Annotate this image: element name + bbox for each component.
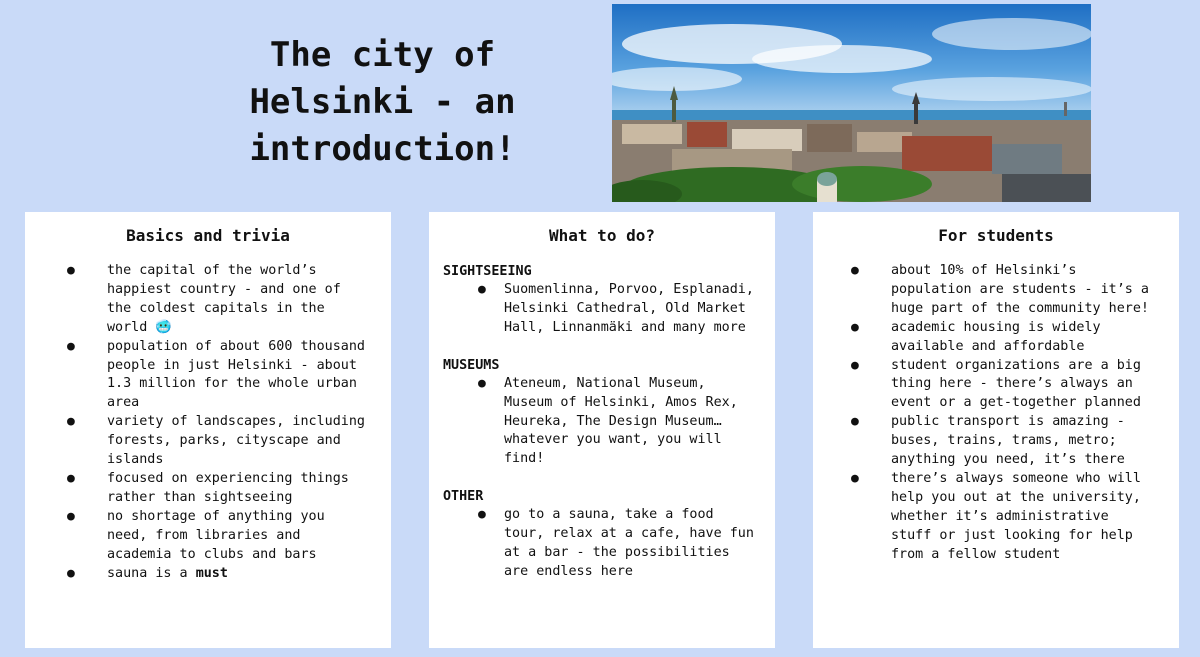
card-for-students xyxy=(813,212,1179,648)
bullet-icon: ● xyxy=(851,263,859,278)
section-sightseeing xyxy=(443,262,775,338)
card-heading: What to do? xyxy=(549,226,655,245)
page-title: The city of Helsinki - an introduction! xyxy=(249,35,516,169)
list-item: ● student organizations are a big thing here - there’s always an event or a get-together planned xyxy=(851,357,1141,411)
bullet-icon: ● xyxy=(67,508,75,524)
bullet-icon: ● xyxy=(851,470,859,486)
card-basics-and-trivia xyxy=(25,212,391,648)
list-item: ● no shortage of anything you need, from libraries and academia to clubs and bars xyxy=(67,508,325,562)
card-heading: Basics and trivia xyxy=(126,226,290,245)
bullet-icon: ● xyxy=(67,470,75,486)
section-museums xyxy=(443,356,775,470)
helsinki-skyline-photo xyxy=(612,4,1091,202)
list-item: ● Ateneum, National Museum, Museum of Helsinki, Amos Rex, Heureka, The Design Museum… whatever you want, you will find! xyxy=(478,375,738,467)
list-item: ● variety of landscapes, including forests, parks, cityscape and islands xyxy=(67,414,365,468)
bullet-icon: ● xyxy=(851,357,859,373)
bullet-list xyxy=(813,262,1179,565)
list-item: ● about 10% of Helsinki’s population are students - it’s a huge part of the community here! xyxy=(851,263,1149,316)
bullet-list xyxy=(25,262,391,583)
bullet-icon: ● xyxy=(67,565,75,581)
list-item: ● go to a sauna, take a food tour, relax at a cafe, have fun at a bar - the possibilities are endless here xyxy=(478,507,754,579)
bullet-list xyxy=(443,281,775,338)
section-label: MUSEUMS xyxy=(443,357,500,373)
section-label: SIGHTSEEING xyxy=(443,264,532,279)
card-heading: For students xyxy=(938,226,1054,245)
bullet-list xyxy=(443,506,775,582)
bullet-icon: ● xyxy=(67,263,75,278)
bullet-icon: ● xyxy=(851,414,859,430)
bullet-icon: ● xyxy=(478,375,486,391)
bullet-icon: ● xyxy=(478,507,486,523)
card-what-to-do xyxy=(429,212,775,648)
list-item: ● population of about 600 thousand people in just Helsinki - about 1.3 million for the whole urban area xyxy=(67,338,365,411)
list-item: ● public transport is amazing - buses, trains, trams, metro; anything you need, it’s there xyxy=(851,414,1125,468)
list-item: ● there’s always someone who will help you out at the university, whether it’s administrative stuff or just looking for help from a fellow student xyxy=(851,470,1141,562)
bullet-icon: ● xyxy=(67,414,75,430)
list-item: ● sauna is a must xyxy=(25,565,391,584)
list-item: ● the capital of the world’s happiest country - and one of the coldest capitals in the world 🥶 xyxy=(67,263,341,335)
bullet-icon: ● xyxy=(478,282,486,297)
emphasis-text: must xyxy=(195,565,228,581)
list-item: ● Suomenlinna, Porvoo, Esplanadi, Helsinki Cathedral, Old Market Hall, Linnanmäki and many more xyxy=(478,282,754,335)
bullet-icon: ● xyxy=(851,319,859,335)
bullet-list xyxy=(443,375,775,470)
list-item: ● focused on experiencing things rather than sightseeing xyxy=(67,470,349,505)
section-other xyxy=(443,487,775,582)
section-label: OTHER xyxy=(443,489,484,505)
bullet-icon: ● xyxy=(67,338,75,354)
list-item: ● academic housing is widely available and affordable xyxy=(851,319,1101,354)
